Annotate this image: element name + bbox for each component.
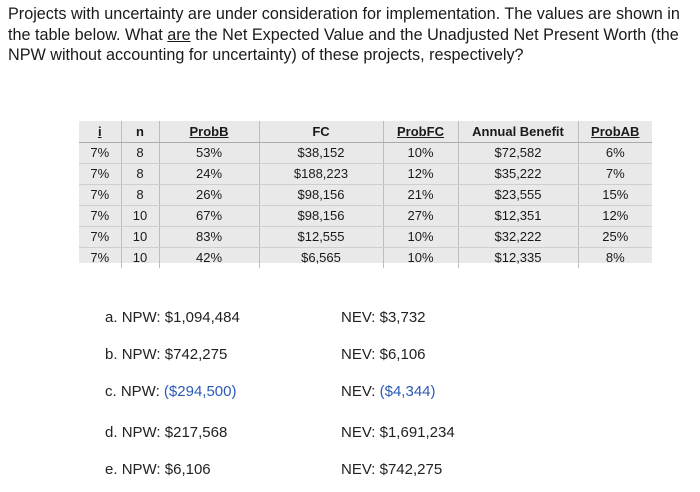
table-header-row bbox=[79, 121, 652, 143]
nev-label: NEV: bbox=[341, 309, 376, 326]
npw-value: $217,568 bbox=[164, 424, 228, 441]
option-nev bbox=[341, 346, 426, 364]
data-table-panel bbox=[79, 121, 652, 263]
table-cell: 7% bbox=[79, 248, 121, 269]
table-cell: 6% bbox=[578, 143, 652, 164]
table-cell: 25% bbox=[578, 227, 652, 248]
table-cell: 10 bbox=[121, 227, 159, 248]
table-cell: 53% bbox=[159, 143, 259, 164]
option-npw bbox=[105, 461, 211, 479]
npw-label: NPW: bbox=[121, 346, 161, 363]
npw-label: NPW: bbox=[121, 424, 161, 441]
nev-label: NEV: bbox=[341, 346, 376, 363]
table-row bbox=[79, 248, 652, 269]
table-cell: $188,223 bbox=[259, 164, 383, 185]
table-cell: $12,335 bbox=[458, 248, 578, 269]
table-row bbox=[79, 185, 652, 206]
option-nev bbox=[341, 424, 455, 442]
header-prob-ab: ProbAB bbox=[578, 121, 652, 143]
option-letter: c. bbox=[105, 383, 117, 400]
option-letter: a. bbox=[105, 309, 118, 326]
table-cell: 21% bbox=[383, 185, 458, 206]
table-cell: $12,351 bbox=[458, 206, 578, 227]
option-npw bbox=[105, 424, 227, 442]
table-cell: $32,222 bbox=[458, 227, 578, 248]
nev-label: NEV: bbox=[341, 461, 376, 478]
option-npw bbox=[105, 309, 240, 327]
data-table bbox=[79, 121, 652, 268]
npw-label: NPW: bbox=[121, 461, 161, 478]
npw-value: ($294,500) bbox=[163, 383, 237, 400]
table-cell: $98,156 bbox=[259, 185, 383, 206]
option-nev bbox=[341, 309, 426, 327]
table-cell: $12,555 bbox=[259, 227, 383, 248]
table-cell: 83% bbox=[159, 227, 259, 248]
table-cell: 26% bbox=[159, 185, 259, 206]
option-nev bbox=[341, 461, 442, 479]
table-cell: $98,156 bbox=[259, 206, 383, 227]
option-letter: d. bbox=[105, 424, 118, 441]
header-n: n bbox=[121, 121, 159, 143]
table-cell: 7% bbox=[79, 143, 121, 164]
table-cell: 7% bbox=[79, 164, 121, 185]
table-cell: $38,152 bbox=[259, 143, 383, 164]
table-row bbox=[79, 143, 652, 164]
header-prob-b: ProbB bbox=[159, 121, 259, 143]
nev-label: NEV: bbox=[341, 383, 376, 400]
nev-value: ($4,344) bbox=[379, 383, 436, 400]
table-cell: 7% bbox=[79, 227, 121, 248]
table-cell: 10 bbox=[121, 206, 159, 227]
npw-label: NPW: bbox=[121, 309, 161, 326]
table-cell: 12% bbox=[578, 206, 652, 227]
header-prob-fc: ProbFC bbox=[383, 121, 458, 143]
table-cell: $6,565 bbox=[259, 248, 383, 269]
table-cell: 7% bbox=[79, 206, 121, 227]
table-row bbox=[79, 164, 652, 185]
nev-value: $3,732 bbox=[379, 309, 426, 326]
table-cell: 8 bbox=[121, 164, 159, 185]
table-cell: $72,582 bbox=[458, 143, 578, 164]
question-part1: Projects with uncertainty are under consideration for implementation. The values are shown in the table below. What bbox=[8, 5, 680, 44]
table-cell: 7% bbox=[578, 164, 652, 185]
table-cell: 8 bbox=[121, 185, 159, 206]
table-row bbox=[79, 206, 652, 227]
table-cell: 24% bbox=[159, 164, 259, 185]
table-cell: 10% bbox=[383, 227, 458, 248]
nev-value: $6,106 bbox=[379, 346, 426, 363]
nev-value: $1,691,234 bbox=[379, 424, 455, 441]
nev-label: NEV: bbox=[341, 424, 376, 441]
header-i: i bbox=[79, 121, 121, 143]
table-cell: 67% bbox=[159, 206, 259, 227]
table-cell: $35,222 bbox=[458, 164, 578, 185]
table-cell: 8 bbox=[121, 143, 159, 164]
question-part2: the Net Expected Value and the Unadjusted Net Present Worth (the NPW without accounting for uncertainty) of these projects, respectively? bbox=[8, 25, 679, 64]
table-row bbox=[79, 227, 652, 248]
table-cell: 7% bbox=[79, 185, 121, 206]
nev-value: $742,275 bbox=[379, 461, 443, 478]
question-text bbox=[8, 4, 696, 66]
table-cell: 12% bbox=[383, 164, 458, 185]
npw-value: $742,275 bbox=[164, 346, 228, 363]
table-cell: 15% bbox=[578, 185, 652, 206]
table-cell: 42% bbox=[159, 248, 259, 269]
table-cell: 8% bbox=[605, 250, 625, 265]
npw-value: $6,106 bbox=[164, 461, 211, 478]
option-npw bbox=[105, 383, 236, 401]
npw-label: NPW: bbox=[120, 383, 160, 400]
table-cell: $23,555 bbox=[458, 185, 578, 206]
table-cell: 10 bbox=[121, 248, 159, 269]
option-nev bbox=[341, 383, 436, 401]
table-cell: 27% bbox=[383, 206, 458, 227]
option-npw bbox=[105, 346, 227, 364]
option-letter: e. bbox=[105, 461, 118, 478]
question-underlined-word: are bbox=[167, 25, 191, 44]
npw-value: $1,094,484 bbox=[164, 309, 240, 326]
header-fc: FC bbox=[259, 121, 383, 143]
header-annual-benefit: Annual Benefit bbox=[458, 121, 578, 143]
table-cell: 10% bbox=[383, 143, 458, 164]
table-cell: 10% bbox=[383, 248, 458, 269]
option-letter: b. bbox=[105, 346, 118, 363]
